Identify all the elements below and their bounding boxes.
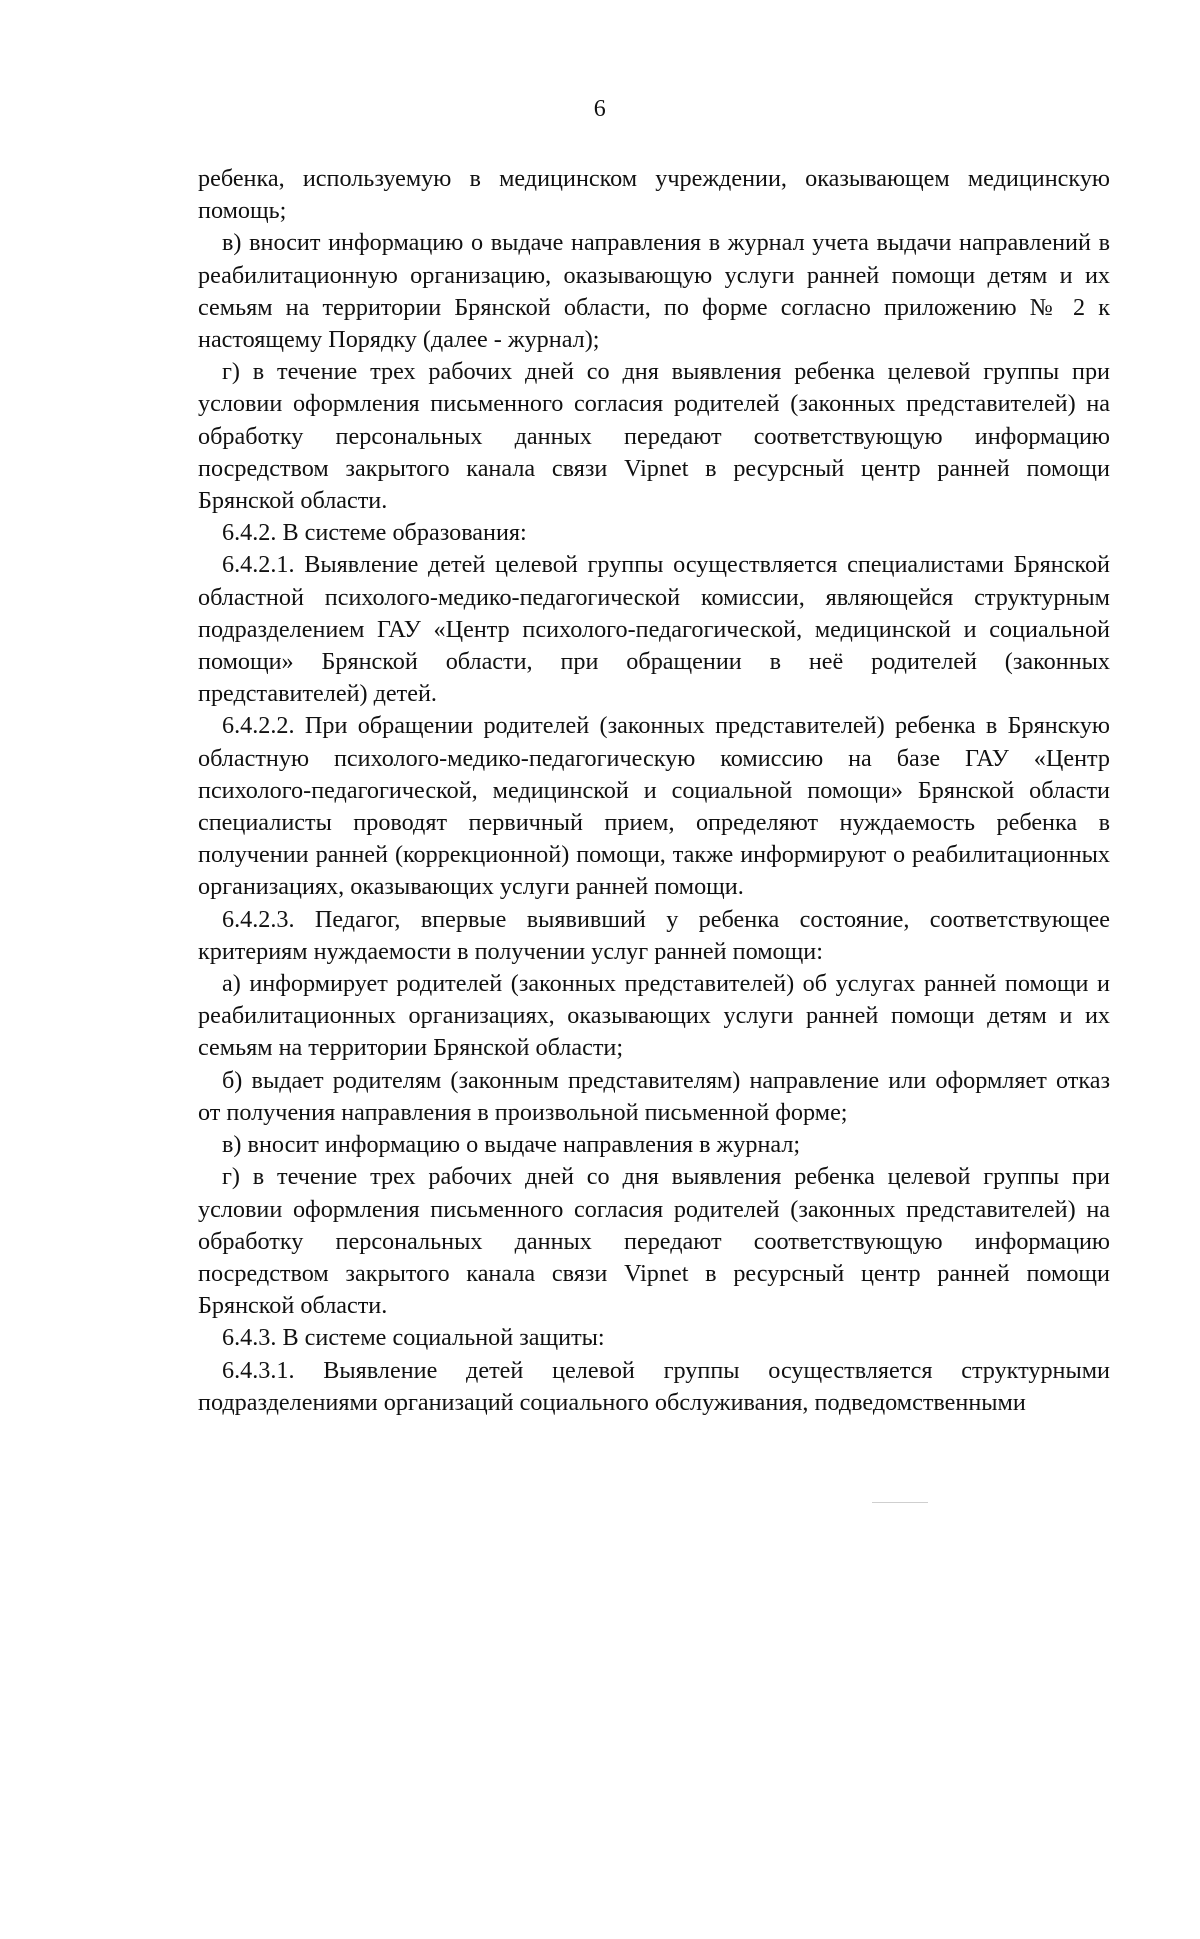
paragraph-item-g-transfer-2: г) в течение трех рабочих дней со дня выявления ребенка целевой группы при условии оформления письменного согласия родителей (законных представителей) на обработку персональных данных передают соответствующую информацию посредством закрытого канала связи Vipnet в ресурсный центр ранней помощи Брянской области. xyxy=(198,1163,1110,1320)
paragraph-item-b-issue: б) выдает родителям (законным представителям) направление или оформляет отказ от получения направления в произвольной письменной форме; xyxy=(198,1066,1110,1126)
page-number: 6 xyxy=(593,96,607,122)
paragraph-item-a-inform: а) информирует родителей (законных представителей) об услугах ранней помощи и реабилитационных организациях, оказывающих услуги ранней помощи детям и их семьям на территории Брянской области; xyxy=(198,970,1110,1062)
paragraph-6-4-2-2: 6.4.2.2. При обращении родителей (законных представителей) ребенка в Брянскую областную психолого-медико-педагогическую комиссию на базе ГАУ «Центр психолого-педагогической, медицинской и социальной помощи» Брянской области специалисты проводят первичный прием, определяют нуждаемость ребенка в получении ранней (коррекционной) помощи, также информируют о реабилитационных организациях, оказывающих услуги ранней помощи. xyxy=(198,712,1110,901)
paragraph-6-4-3-1: 6.4.3.1. Выявление детей целевой группы осуществляется структурными подразделениями организаций социального обслуживания, подведомственными xyxy=(198,1356,1110,1416)
paragraph-continuation: ребенка, используемую в медицинском учреждении, оказывающем медицинскую помощь; xyxy=(198,165,1110,225)
section-heading-6-4-3: 6.4.3. В системе социальной защиты: xyxy=(222,1324,605,1352)
paragraph-item-v-journal: в) вносит информацию о выдаче направления в журнал учета выдачи направлений в реабилитационную организацию, оказывающую услуги ранней помощи детям и их семьям на территории Брянской области, по форме согласно приложению № 2 к настоящему Порядку (далее - журнал); xyxy=(198,229,1110,354)
paragraph-6-4-2-3: 6.4.2.3. Педагог, впервые выявивший у ребенка состояние, соответствующее критериям нуждаемости в получении услуг ранней помощи: xyxy=(198,905,1110,965)
paragraph-item-g-transfer: г) в течение трех рабочих дней со дня выявления ребенка целевой группы при условии оформления письменного согласия родителей (законных представителей) на обработку персональных данных передают соответствующую информацию посредством закрытого канала связи Vipnet в ресурсный центр ранней помощи Брянской области. xyxy=(198,358,1110,515)
scan-artifact-line xyxy=(872,1502,928,1503)
document-body xyxy=(198,163,1110,1419)
section-heading-6-4-2: 6.4.2. В системе образования: xyxy=(222,519,527,547)
paragraph-6-4-2-1: 6.4.2.1. Выявление детей целевой группы осуществляется специалистами Брянской областной психолого-медико-педагогической комиссии, являющейся структурным подразделением ГАУ «Центр психолого-педагогической, медицинской и социальной помощи» Брянской области, при обращении в неё родителей (законных представителей) детей. xyxy=(198,551,1110,708)
paragraph-item-v-record: в) вносит информацию о выдаче направления в журнал; xyxy=(222,1131,801,1159)
